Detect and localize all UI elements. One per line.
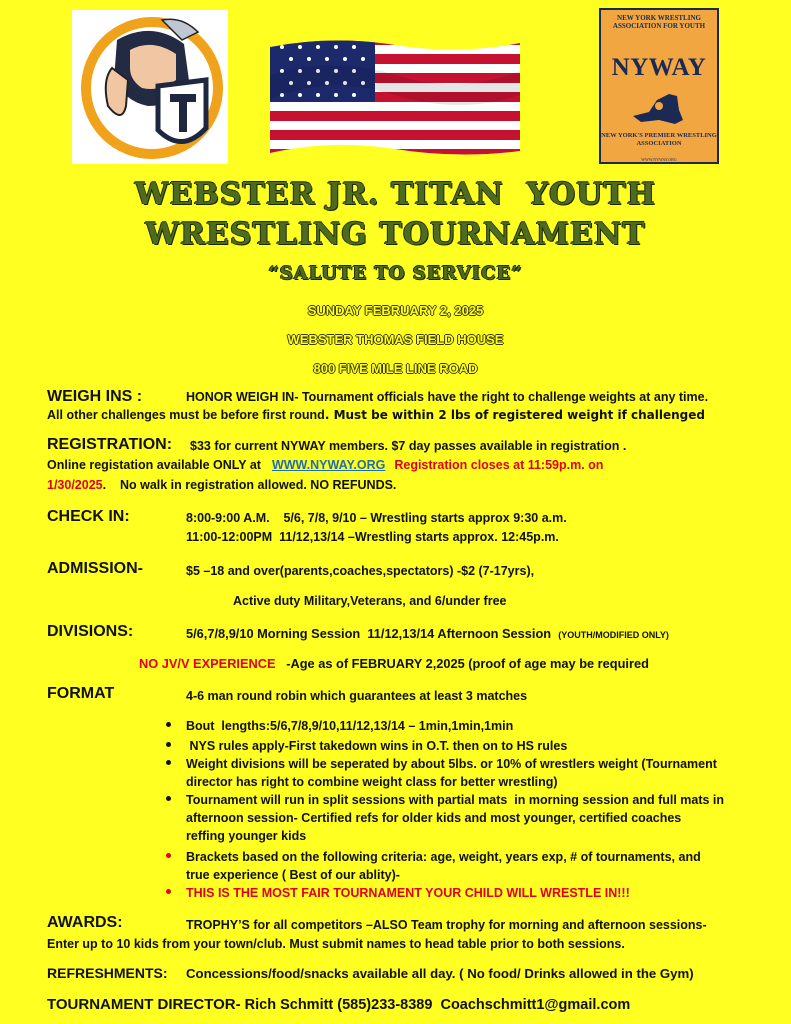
weigh-ins-line-1: HONOR WEIGH IN- Tournament officials have the right to challenge weights at any time. xyxy=(186,390,709,404)
weigh-ins-line-2-b: . Must be within 2 lbs of registered weight if challenged xyxy=(324,408,705,422)
format-rule-line: THIS IS THE MOST FAIR TOURNAMENT YOUR CHILD WILL WRESTLE IN!!! xyxy=(186,886,630,900)
divisions-line-1 xyxy=(186,626,669,641)
admission-line-2: Active duty Military,Veterans, and 6/under free xyxy=(233,594,507,608)
no-jv-experience-note: NO JV/V EXPERIENCE xyxy=(139,656,276,671)
format-rule-item xyxy=(186,755,717,791)
registration-line-1: $33 for current NYWAY members. $7 day passes available in registration . xyxy=(190,439,627,453)
bullet-dot-icon xyxy=(166,742,171,747)
format-rule-item xyxy=(186,791,724,845)
american-flag-image xyxy=(270,35,520,160)
flag-icon xyxy=(270,35,520,160)
divisions-note: (YOUTH/MODIFIED ONLY) xyxy=(558,630,669,640)
format-rule-line: Brackets based on the following criteria: age, weight, years exp, # of tournaments, and xyxy=(186,850,701,864)
tournament-subtitle: “SALUTE TO SERVICE” xyxy=(268,263,523,284)
registration-line-2 xyxy=(47,458,603,472)
weigh-ins-label: WEIGH INS : xyxy=(47,388,143,405)
awards-line-1: TROPHY’S for all competitors –ALSO Team trophy for morning and afternoon sessions- xyxy=(186,918,707,932)
weigh-ins-line-2-a: All other challenges must be before first round xyxy=(47,408,325,422)
check-in-label: CHECK IN: xyxy=(47,508,130,525)
registration-line-2-a: Online registation available ONLY at xyxy=(47,458,261,472)
tournament-director-contact: Rich Schmitt (585)233-8389 Coachschmitt1@gmail.com xyxy=(240,997,631,1013)
registration-label: REGISTRATION: xyxy=(47,436,173,453)
check-in-morning: 8:00-9:00 A.M. 5/6, 7/8, 9/10 – Wrestling starts approx 9:30 a.m. xyxy=(186,511,567,525)
refreshments-text: Concessions/food/snacks available all day. ( No food/ Drinks allowed in the Gym) xyxy=(186,966,694,981)
format-rule-item xyxy=(186,848,701,884)
bullet-dot-icon xyxy=(166,722,171,727)
awards-label: AWARDS: xyxy=(47,914,123,931)
nyway-logo-top-text: NEW YORK WRESTLING ASSOCIATION FOR YOUTH xyxy=(612,14,706,30)
format-rule-line: Weight divisions will be seperated by about 5lbs. or 10% of wrestlers weight (Tournament xyxy=(186,757,717,771)
awards-line-2: Enter up to 10 kids from your town/club. Must submit names to head table prior to both sessions. xyxy=(47,937,625,951)
format-rule-line: Tournament will run in split sessions with partial mats in morning session and full mats in xyxy=(186,793,725,807)
bullet-dot-icon xyxy=(166,796,171,801)
format-rule-item xyxy=(186,884,630,902)
bullet-dot-icon xyxy=(166,853,171,858)
nyway-website-link[interactable]: WWW.NYWAY.ORG xyxy=(271,458,386,472)
nyway-logo-bottom-text: NEW YORK'S PREMIER WRESTLING ASSOCIATION xyxy=(601,132,717,147)
format-rule-line: true experience ( Best of our ablity)- xyxy=(186,868,400,882)
registration-line-3 xyxy=(47,478,396,492)
nyway-logo-url: WWW.NYWAY.ORG xyxy=(641,157,677,162)
bullet-dot-icon xyxy=(166,760,171,765)
event-venue: WEBSTER THOMAS FIELD HOUSE xyxy=(287,332,504,347)
divisions-sessions: 5/6,7/8,9/10 Morning Session 11/12,13/14 Afternoon Session xyxy=(186,626,552,641)
spartan-helmet-icon xyxy=(72,10,228,164)
format-rule-item xyxy=(186,717,513,735)
divisions-line-2 xyxy=(139,656,649,671)
nyway-logo-name: NYWAY xyxy=(611,54,707,81)
check-in-afternoon: 11:00-12:00PM 11/12,13/14 –Wrestling starts approx. 12:45p.m. xyxy=(186,530,559,544)
bullet-dot-icon xyxy=(166,889,171,894)
format-line-1: 4-6 man round robin which guarantees at least 3 matches xyxy=(186,689,528,703)
format-rule-line: reffing younger kids xyxy=(186,829,307,843)
tournament-director-label: TOURNAMENT DIRECTOR- xyxy=(47,996,241,1013)
divisions-age-note: -Age as of FEBRUARY 2,2025 (proof of age may be required xyxy=(286,656,649,671)
tournament-director xyxy=(47,996,630,1013)
titan-mascot-logo xyxy=(72,10,228,164)
format-rule-item xyxy=(186,737,567,755)
format-rule-line: NYS rules apply-First takedown wins in O.T. then on to HS rules xyxy=(186,739,568,753)
admission-label: ADMISSION- xyxy=(47,560,143,577)
registration-deadline: Registration closes at 11:59p.m. on xyxy=(394,458,604,472)
format-rule-line: director has right to combine weight class for better wrestling) xyxy=(186,775,558,789)
format-label: FORMAT xyxy=(47,685,115,702)
admission-line-1: $5 –18 and over(parents,coaches,spectators) -$2 (7-17yrs), xyxy=(186,564,535,578)
format-rule-line: afternoon session- Certified refs for older kids and most younger, certified coaches xyxy=(186,811,682,825)
refreshments-label: REFRESHMENTS: xyxy=(47,965,168,981)
nyway-logo xyxy=(599,8,719,164)
tournament-title-line-1: WEBSTER JR. TITAN YOUTH xyxy=(134,177,657,212)
format-rule-line: Bout lengths:5/6,7/8,9/10,11/12,13/14 – 1min,1min,1min xyxy=(186,719,514,733)
event-date: SUNDAY FEBRUARY 2, 2025 xyxy=(307,303,484,318)
registration-deadline-date: 1/30/2025 xyxy=(47,478,103,492)
registration-line-3-b: . No walk in registration allowed. NO REFUNDS. xyxy=(102,478,397,492)
tournament-title-line-2: WRESTLING TOURNAMENT xyxy=(145,217,646,252)
event-address: 800 FIVE MILE LINE ROAD xyxy=(313,361,478,376)
new-york-state-icon xyxy=(629,90,691,128)
weigh-ins-line-2 xyxy=(47,408,705,422)
divisions-label: DIVISIONS: xyxy=(47,623,134,640)
